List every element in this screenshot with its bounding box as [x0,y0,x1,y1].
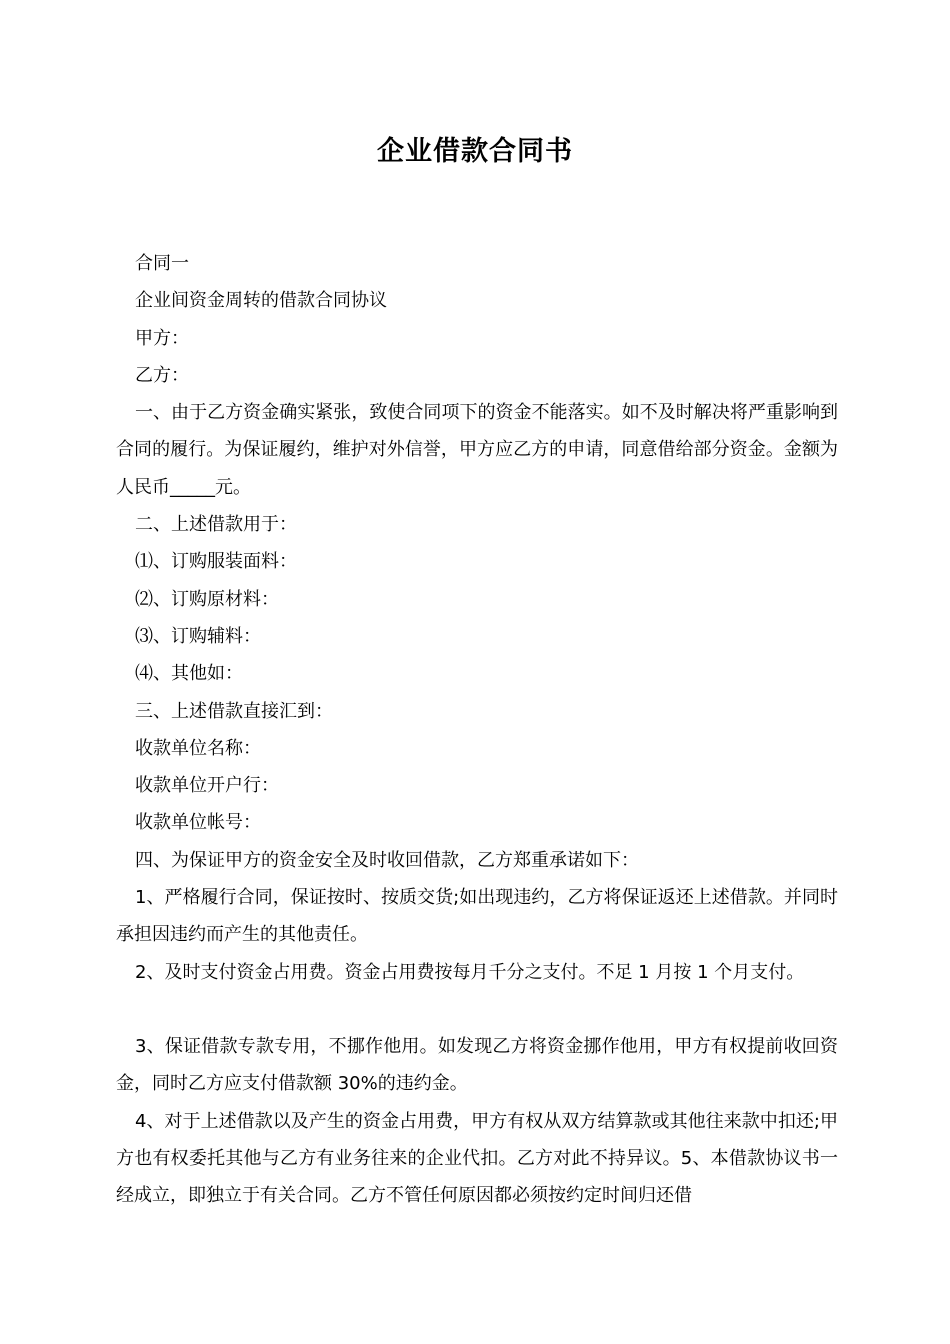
payee-bank-line: 收款单位开户行： [135,775,279,797]
clause-2-item-2: ⑵、订购原材料： [135,588,279,610]
contract-number: 合同一 [135,253,189,274]
contract-subtitle: 企业间资金周转的借款合同协议 [135,290,387,312]
clause-4-heading: 四、为保证甲方的资金安全及时收回借款，乙方郑重承诺如下： [135,849,639,871]
blank-line [116,991,838,1028]
payee-name-line: 收款单位名称： [135,737,261,759]
payee-account-line: 收款单位帐号： [135,812,261,834]
clause-2-item-1: ⑴、订购服装面料： [135,551,297,573]
clause-2-item-3: ⑶、订购辅料： [135,625,261,647]
party-a-line: 甲方： [135,327,189,349]
clause-4-item-2: 2、及时支付资金占用费。资金占用费按每月千分之支付。不足 1 月按 1 个月支付。 [135,961,805,983]
clause-2-item-4: ⑷、其他如： [135,663,243,685]
document-title: 企业借款合同书 [377,136,573,167]
party-b-line: 乙方： [135,364,189,386]
clause-1: 一、由于乙方资金确实紧张，致使合同项下的资金不能落实。如不及时解决将严重影响到合同的履行。为保证履约，维护对外信誉，甲方应乙方的申请，同意借给部分资金。金额为人民币_____元。 [116,402,838,498]
clause-4-item-3: 3、保证借款专款专用，不挪作他用。如发现乙方将资金挪作他用，甲方有权提前收回资金，同时乙方应支付借款额 30%的违约金。 [116,1035,838,1095]
clause-3-heading: 三、上述借款直接汇到： [135,700,333,722]
document-body [116,245,838,1214]
clause-2-heading: 二、上述借款用于： [135,514,297,536]
clause-4-item-4: 4、对于上述借款以及产生的资金占用费，甲方有权从双方结算款或其他往来款中扣还;甲方也有权委托其他与乙方有业务往来的企业代扣。乙方对此不持异议。5、本借款协议书一经成立，即独立于有关合同。乙方不管任何原因都必须按约定时间归还借 [116,1110,838,1207]
clause-4-item-1: 1、严格履行合同，保证按时、按质交货;如出现违约，乙方将保证返还上述借款。并同时承担因违约而产生的其他责任。 [116,887,838,946]
